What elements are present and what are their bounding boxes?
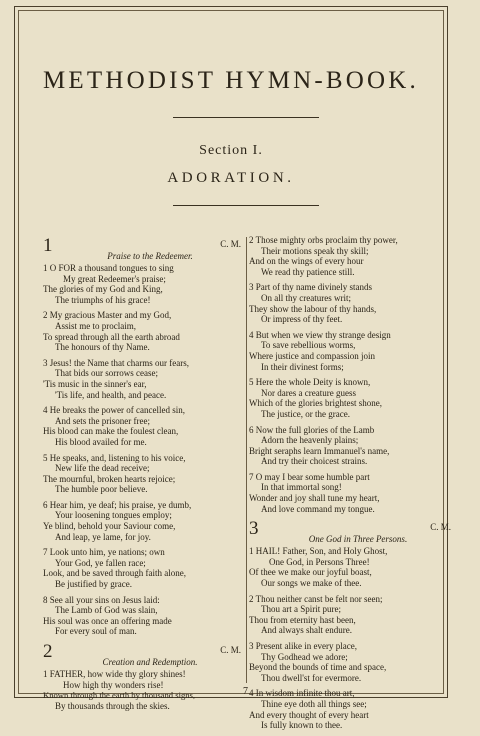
- hymn-subject: Creation and Redemption.: [102, 657, 198, 667]
- verse-line: We read thy patience still.: [261, 266, 355, 277]
- hymn-meter: C. M.: [430, 522, 451, 533]
- verse-line: Or impress of thy feet.: [261, 314, 343, 325]
- verse-line: Bright seraphs learn Immanuel's name,: [249, 445, 390, 456]
- verse-line: 2 Those mighty orbs proclaim thy power,: [249, 235, 398, 245]
- verse: [43, 595, 245, 637]
- verse-line: Of thee we make our joyful boast,: [249, 567, 372, 578]
- verse: [249, 688, 455, 730]
- hymn-1: [43, 237, 245, 637]
- verse: [249, 235, 455, 277]
- verse-line: Thy Godhead we adore;: [261, 651, 348, 662]
- section-label: Section I.: [199, 143, 263, 158]
- verse-line: 5 He speaks, and, listening to his voice,: [43, 452, 186, 463]
- verse-line: The mournful, broken hearts rejoice;: [43, 473, 176, 484]
- verse-line: 8 See all your sins on Jesus laid:: [43, 594, 160, 605]
- title-rule-top: [173, 117, 319, 118]
- verse-line: 1 O FOR a thousand tongues to sing: [43, 263, 174, 273]
- verse-line: The humble poor believe.: [55, 484, 148, 495]
- verse: [43, 453, 245, 495]
- verse-line: Thou dwell'st for evermore.: [261, 672, 362, 683]
- verse-line: Thine eye doth all things see;: [261, 698, 367, 709]
- verse-line: Assist me to proclaim,: [55, 320, 136, 331]
- verse-line: 1 HAIL! Father, Son, and Holy Ghost,: [249, 546, 388, 557]
- verse-line: 1 FATHER, how wide thy glory shines!: [43, 669, 186, 679]
- verse-line: Beyond the bounds of time and space,: [249, 662, 387, 673]
- verse: [43, 310, 245, 352]
- verse-line: Your God, ye fallen race;: [55, 557, 146, 568]
- verse-line: 'Tis life, and health, and peace.: [55, 389, 167, 400]
- hymn-2: [43, 643, 245, 711]
- hymn-3: [249, 520, 455, 731]
- verse: [249, 546, 455, 588]
- verse-line: The Lamb of God was slain,: [55, 605, 158, 616]
- verse-line: And every thought of every heart: [249, 709, 369, 720]
- verse-line: Thou from eternity hast been,: [249, 614, 356, 625]
- verse: [249, 377, 455, 419]
- right-column: [249, 235, 455, 736]
- verse: [249, 594, 455, 636]
- hymn-meter: C. M.: [220, 239, 241, 249]
- verse-line: That bids our sorrows cease;: [55, 368, 158, 379]
- verse-line: One God, in Persons Three!: [269, 556, 370, 567]
- page-number: 7: [243, 686, 248, 697]
- hymn-subject: Praise to the Redeemer.: [107, 251, 193, 261]
- verse-line: 7 O may I bear some humble part: [249, 471, 370, 482]
- verse-line: Your loosening tongues employ;: [55, 510, 172, 521]
- verse: [43, 405, 245, 447]
- verse-line: 3 Jesus! the Name that charms our fears,: [43, 357, 189, 368]
- hymn-2-continued: [249, 235, 455, 514]
- hymn-number: 1: [43, 235, 53, 256]
- column-divider: [246, 237, 247, 683]
- verse-line: 4 But when we view thy strange design: [249, 329, 391, 340]
- verse: [249, 425, 455, 467]
- verse: [249, 641, 455, 683]
- verse-line: And always shalt endure.: [261, 625, 352, 636]
- title-rule-bottom: [173, 205, 319, 206]
- verse-line: Ye blind, behold your Saviour come,: [43, 521, 176, 532]
- verse-line: Where justice and compassion join: [249, 350, 375, 361]
- verse-line: Is fully known to thee.: [261, 720, 343, 731]
- verse-line: In their divinest forms;: [261, 361, 344, 372]
- verse-line: His blood availed for me.: [55, 436, 147, 447]
- verse-line: Nor dares a creature guess: [261, 387, 356, 398]
- verse-line: And on the wings of every hour: [249, 256, 364, 267]
- verse-line: 7 Look unto him, ye nations; own: [43, 547, 165, 558]
- verse-line: 3 Present alike in every place,: [249, 641, 357, 651]
- verse: [249, 282, 455, 324]
- verse-line: 6 Hear him, ye deaf; his praise, ye dumb,: [43, 499, 192, 510]
- verse-line: By thousands through the skies.: [55, 700, 170, 711]
- verse-line: Look, and be saved through faith alone,: [43, 568, 186, 579]
- verse-line: The honours of thy Name.: [55, 342, 150, 353]
- book-title: METHODIST HYMN-BOOK.: [42, 67, 420, 94]
- verse-line: Thou art a Spirit pure;: [261, 604, 341, 615]
- verse-line: My great Redeemer's praise;: [63, 273, 166, 284]
- section-title: ADORATION.: [167, 170, 295, 186]
- verse-line: Their motions speak thy skill;: [261, 245, 369, 256]
- verse-line: Be justified by grace.: [55, 579, 132, 590]
- verse-line: 3 Part of thy name divinely stands: [249, 282, 372, 293]
- verse-line: And love command my tongue.: [261, 503, 375, 514]
- hymn-number: 3: [249, 518, 259, 540]
- verse: [43, 358, 245, 400]
- verse-line: His soul was once an offering made: [43, 615, 172, 626]
- verse-line: Which of the glories brightest shone,: [249, 398, 382, 409]
- verse-line: In that immortal song!: [261, 482, 342, 493]
- verse-line: How high thy wonders rise!: [63, 679, 164, 690]
- verse-line: Known through the earth by thousand signs,: [43, 690, 196, 701]
- left-column: [43, 237, 245, 716]
- verse-line: On all thy creatures writ;: [261, 292, 351, 303]
- verse: [43, 547, 245, 589]
- verse-line: The glories of my God and King,: [43, 284, 163, 295]
- verse-line: To spread through all the earth abroad: [43, 331, 180, 342]
- hymn-meter: C. M.: [220, 645, 241, 655]
- verse-line: The justice, or the grace.: [261, 408, 350, 419]
- verse-line: 2 My gracious Master and my God,: [43, 310, 172, 321]
- verse-line: 4 He breaks the power of cancelled sin,: [43, 405, 185, 416]
- verse-line: Adorn the heavenly plains;: [261, 435, 359, 446]
- verse-line: New life the dead receive;: [55, 463, 150, 474]
- hymn-number: 2: [43, 641, 53, 662]
- verse-line: 2 Thou neither canst be felt nor seen;: [249, 593, 383, 604]
- verse: [43, 500, 245, 542]
- verse: [249, 472, 455, 514]
- page-frame: [14, 6, 451, 731]
- verse: [43, 669, 245, 711]
- verse-line: And leap, ye lame, for joy.: [55, 531, 151, 542]
- verse-line: They show the labour of thy hands,: [249, 303, 377, 314]
- verse-line: 'Tis music in the sinner's ear,: [43, 378, 147, 389]
- verse-line: Wonder and joy shall tune my heart,: [249, 493, 380, 504]
- verse-line: To save rebellious worms,: [261, 340, 356, 351]
- verse-line: And sets the prisoner free;: [55, 415, 150, 426]
- verse-line: 6 Now the full glories of the Lamb: [249, 424, 375, 435]
- verse-line: His blood can make the foulest clean,: [43, 426, 179, 437]
- hymn-subject: One God in Three Persons.: [308, 534, 408, 545]
- verse-line: For every soul of man.: [55, 626, 137, 637]
- verse-line: Our songs we make of thee.: [261, 578, 362, 589]
- verse-line: 4 In wisdom infinite thou art,: [249, 688, 355, 699]
- verse: [249, 330, 455, 372]
- verse: [43, 263, 245, 305]
- verse-line: The triumphs of his grace!: [55, 294, 151, 305]
- verse-line: And try their choicest strains.: [261, 456, 368, 467]
- verse-line: 5 Here the whole Deity is known,: [249, 377, 371, 388]
